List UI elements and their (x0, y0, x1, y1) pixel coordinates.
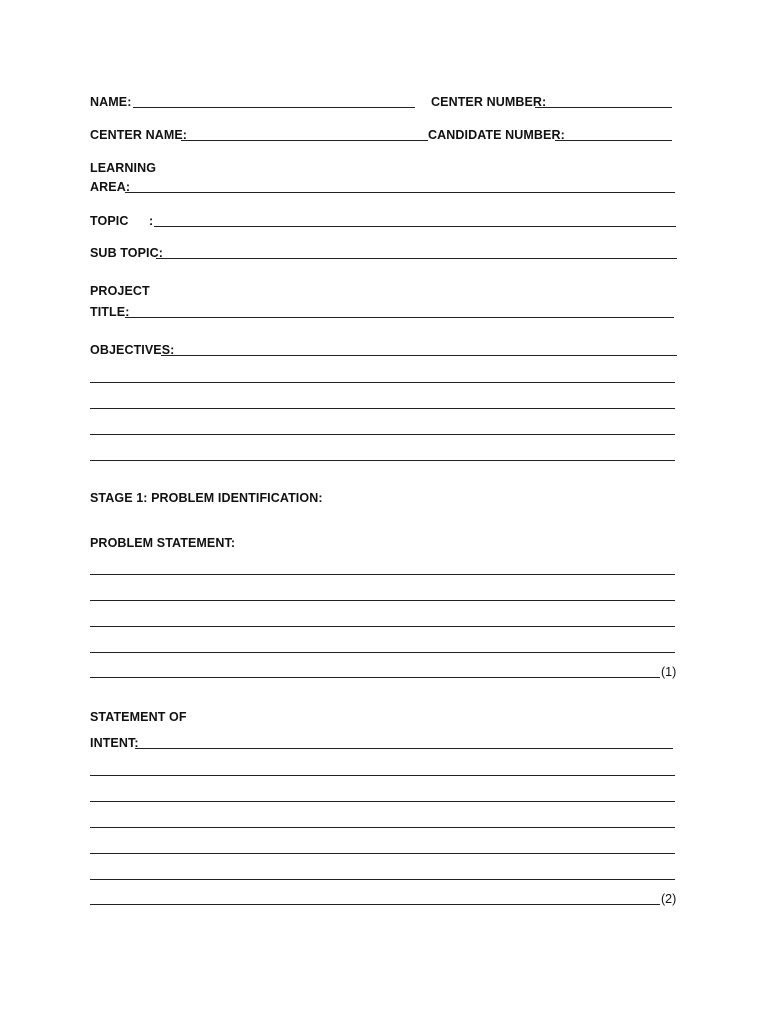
name-field[interactable] (133, 107, 415, 108)
statement-of-intent-label-line2: INTENT: (90, 736, 139, 750)
objectives-line[interactable] (90, 460, 675, 461)
statement-of-intent-line[interactable] (90, 853, 675, 854)
center-number-field[interactable] (535, 107, 672, 108)
topic-colon: : (149, 214, 154, 228)
objectives-field[interactable] (161, 355, 677, 356)
name-label: NAME: (90, 95, 132, 109)
problem-statement-line[interactable] (90, 677, 660, 678)
problem-statement-line[interactable] (90, 600, 675, 601)
objectives-line[interactable] (90, 408, 675, 409)
statement-of-intent-marks: (2) (661, 892, 677, 906)
problem-statement-marks: (1) (661, 665, 677, 679)
project-title-label-line2: TITLE: (90, 305, 130, 319)
candidate-number-label: CANDIDATE NUMBER: (428, 128, 565, 142)
learning-area-field[interactable] (125, 192, 675, 193)
statement-of-intent-line[interactable] (90, 904, 660, 905)
objectives-line[interactable] (90, 382, 675, 383)
project-title-label-line1: PROJECT (90, 284, 150, 298)
project-title-field[interactable] (125, 317, 674, 318)
objectives-label: OBJECTIVES: (90, 343, 175, 357)
center-name-field[interactable] (181, 140, 428, 141)
sub-topic-field[interactable] (156, 258, 677, 259)
statement-of-intent-field[interactable] (135, 748, 673, 749)
problem-statement-line[interactable] (90, 574, 675, 575)
problem-statement-line[interactable] (90, 652, 675, 653)
learning-area-label-line2: AREA: (90, 180, 131, 194)
statement-of-intent-line[interactable] (90, 775, 675, 776)
statement-of-intent-line[interactable] (90, 801, 675, 802)
candidate-number-field[interactable] (555, 140, 672, 141)
problem-statement-line[interactable] (90, 626, 675, 627)
sub-topic-label: SUB TOPIC: (90, 246, 163, 260)
stage1-heading: STAGE 1: PROBLEM IDENTIFICATION: (90, 491, 323, 505)
topic-field[interactable] (154, 226, 676, 227)
learning-area-label-line1: LEARNING (90, 161, 157, 175)
problem-statement-label: PROBLEM STATEMENT: (90, 536, 236, 550)
topic-label: TOPIC (90, 214, 129, 228)
statement-of-intent-label-line1: STATEMENT OF (90, 710, 187, 724)
objectives-line[interactable] (90, 434, 675, 435)
center-name-label: CENTER NAME: (90, 128, 188, 142)
statement-of-intent-line[interactable] (90, 827, 675, 828)
statement-of-intent-line[interactable] (90, 879, 675, 880)
center-number-label: CENTER NUMBER: (431, 95, 547, 109)
